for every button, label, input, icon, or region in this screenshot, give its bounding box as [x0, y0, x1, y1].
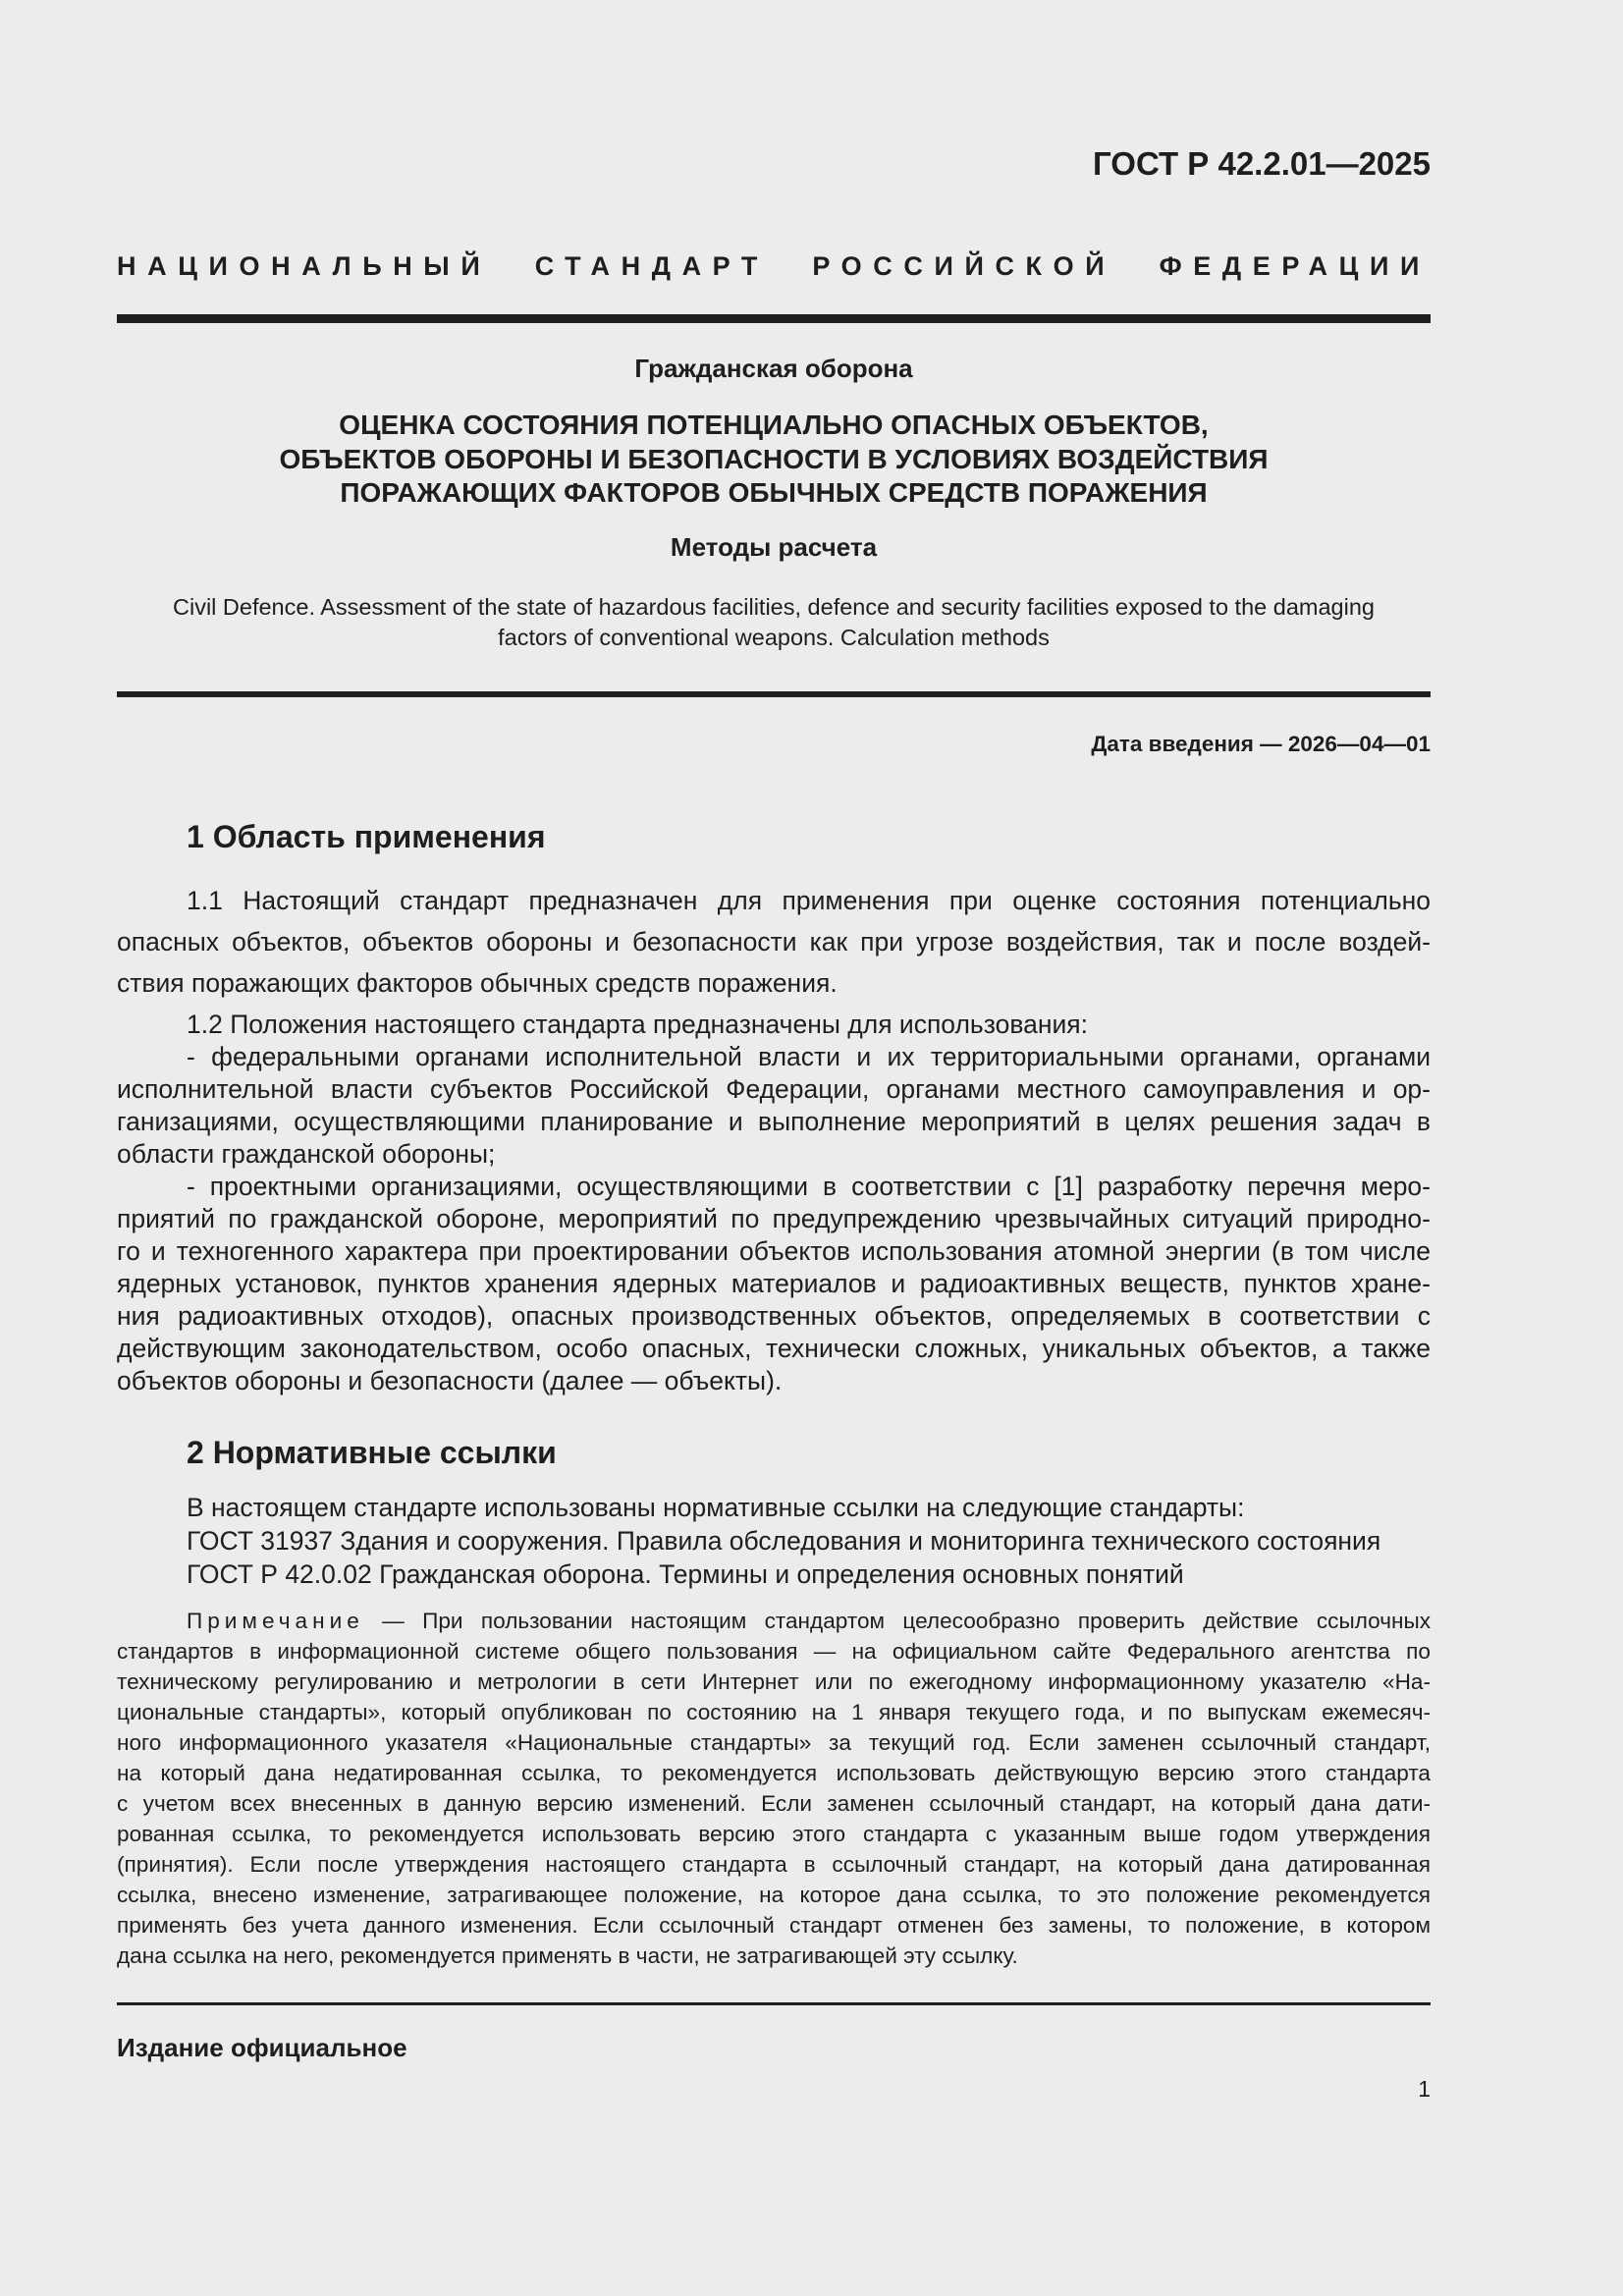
paragraph-line: исполнительной власти субъектов Российской Федерации, органами местного самоуправления и ор-	[117, 1074, 1431, 1104]
note-line: (принятия). Если после утверждения настоящего стандарта в ссылочный стандарт, на который дана датированная	[117, 1852, 1431, 1877]
note-line	[187, 1609, 1431, 1634]
page-number: 1	[1418, 2076, 1431, 2102]
paragraph-line: области гражданской обороны;	[117, 1139, 496, 1169]
paragraph-line: ствия поражающих факторов обычных средств поражения.	[117, 968, 838, 998]
note-line: ссылка, внесено изменение, затрагивающее положение, на которое дана ссылка, то это положение рекомендуется	[117, 1883, 1431, 1907]
introduction-date: Дата введения — 2026—04—01	[1091, 732, 1431, 756]
document-number: ГОСТ Р 42.2.01—2025	[1093, 145, 1431, 182]
note-line: применять без учета данного изменения. Если ссылочный стандарт отменен без замены, то положение, в котором	[117, 1913, 1431, 1938]
note-line: рованная ссылка, то рекомендуется использовать версию этого стандарта с указанным выше годом утверждения	[117, 1822, 1431, 1846]
section-1-heading: 1 Область применения	[187, 819, 546, 854]
reference-item: ГОСТ 31937 Здания и сооружения. Правила обследования и мониторинга технического состояния	[187, 1526, 1381, 1556]
title-divider	[117, 691, 1431, 697]
english-title-line: Civil Defence. Assessment of the state of hazardous facilities, defence and security facilities exposed to the damaging	[173, 594, 1375, 620]
note-label: Примечание	[187, 1609, 364, 1633]
note-line: с учетом всех внесенных в данную версию изменений. Если заменен ссылочный стандарт, на который дана дати-	[117, 1791, 1431, 1816]
section-2-heading: 2 Нормативные ссылки	[187, 1435, 557, 1470]
note-text: — При пользовании настоящим стандартом целесообразно проверить действие ссылочных	[363, 1609, 1431, 1633]
note-line: ного информационного указателя «Национальные стандарты» за текущий год. Если заменен ссылочный стандарт,	[117, 1730, 1431, 1755]
paragraph-line: В настоящем стандарте использованы нормативные ссылки на следующие стандарты:	[187, 1493, 1245, 1522]
paragraph-line: объектов обороны и безопасности (далее — объекты).	[117, 1366, 783, 1395]
paragraph-line: - проектными организациями, осуществляющими в соответствии с [1] разработку перечня меро-	[187, 1172, 1431, 1201]
national-standard-banner: НАЦИОНАЛЬНЫЙ СТАНДАРТ РОССИЙСКОЙ ФЕДЕРАЦИИ	[117, 251, 1431, 281]
official-edition-label: Издание официальное	[117, 2033, 407, 2062]
note-line: циональные стандарты», который опубликован по состоянию на 1 января текущего года, и по выпускам ежемесяч-	[117, 1700, 1431, 1724]
paragraph-line: - федеральными органами исполнительной власти и их территориальными органами, органами	[187, 1042, 1431, 1071]
paragraph-line: ядерных установок, пунктов хранения ядерных материалов и радиоактивных веществ, пунктов хране-	[117, 1269, 1431, 1298]
english-title-line: factors of conventional weapons. Calculation methods	[498, 625, 1050, 650]
paragraph-line: ганизациями, осуществляющими планирование и выполнение мероприятий в целях решения задач в	[117, 1107, 1431, 1136]
paragraph-line: 1.1 Настоящий стандарт предназначен для применения при оценке состояния потенциально	[187, 886, 1431, 915]
footer-divider	[117, 2002, 1431, 2005]
document-title-line: ОЦЕНКА СОСТОЯНИЯ ПОТЕНЦИАЛЬНО ОПАСНЫХ ОБЪЕКТОВ,	[339, 410, 1209, 440]
document-subtitle: Методы расчета	[670, 532, 878, 562]
note-line: техническому регулированию и метрологии в сети Интернет или по ежегодному информационному указателю «На-	[117, 1669, 1431, 1694]
document-title-line: ОБЪЕКТОВ ОБОРОНЫ И БЕЗОПАСНОСТИ В УСЛОВИЯХ ВОЗДЕЙСТВИЯ	[279, 444, 1269, 474]
paragraph-line: опасных объектов, объектов обороны и безопасности как при угрозе воздействия, так и после воздей-	[117, 927, 1431, 957]
paragraph-line: ния радиоактивных отходов), опасных производственных объектов, определяемых в соответствии с	[117, 1301, 1431, 1331]
paragraph-line: действующим законодательством, особо опасных, технически сложных, уникальных объектов, а также	[117, 1334, 1431, 1363]
reference-item: ГОСТ Р 42.0.02 Гражданская оборона. Термины и определения основных понятий	[187, 1559, 1184, 1589]
document-subject: Гражданская оборона	[634, 354, 913, 383]
paragraph-line: го и техногенного характера при проектировании объектов использования атомной энергии (в том числе	[117, 1236, 1431, 1266]
paragraph-line: 1.2 Положения настоящего стандарта предназначены для использования:	[187, 1010, 1088, 1039]
header-divider	[117, 314, 1431, 323]
note-line: на который дана недатированная ссылка, то рекомендуется использовать действующую версию этого стандарта	[117, 1761, 1431, 1785]
document-title-line: ПОРАЖАЮЩИХ ФАКТОРОВ ОБЫЧНЫХ СРЕДСТВ ПОРАЖЕНИЯ	[340, 477, 1208, 508]
note-line: дана ссылка на него, рекомендуется применять в части, не затрагивающей эту ссылку.	[117, 1943, 1018, 1968]
note-line: стандартов в информационной системе общего пользования — на официальном сайте Федерального агентства по	[117, 1639, 1431, 1664]
paragraph-line: приятий по гражданской обороне, мероприятий по предупреждению чрезвычайных ситуаций природно-	[117, 1204, 1431, 1233]
